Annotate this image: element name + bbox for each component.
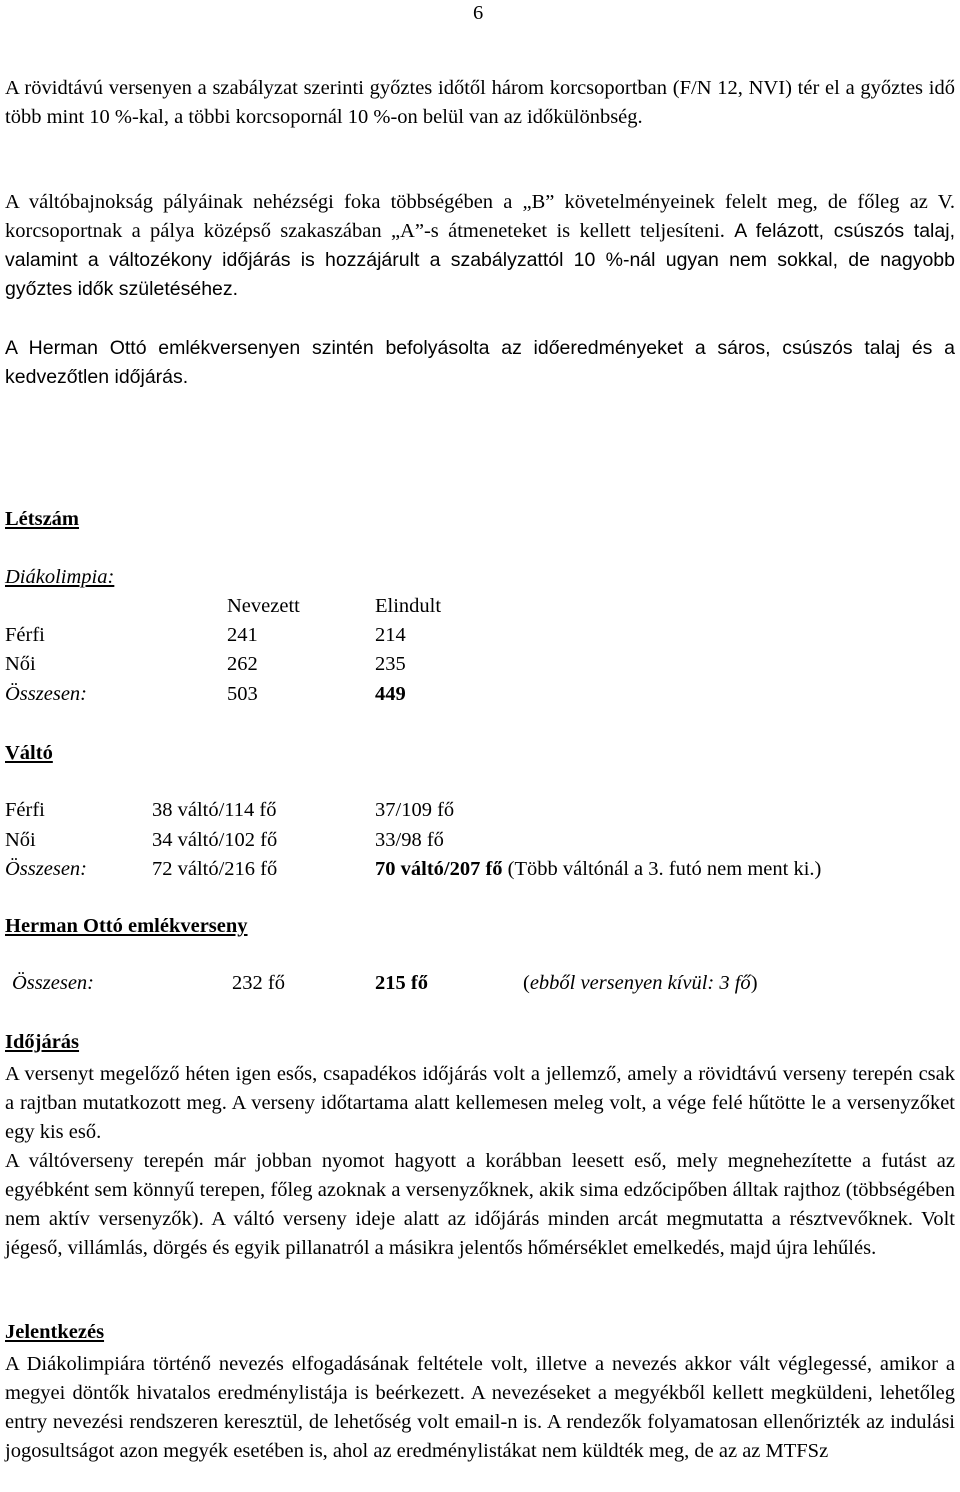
valto-row-ferfi-nevezett: 38 váltó/114 fő [152, 799, 277, 821]
valto-row-osszesen-elindult: 70 váltó/207 fő [375, 858, 503, 880]
valto-row-osszesen-label: Összesen: [5, 858, 87, 880]
herman-note-text: ebből versenyen kívül: 3 fő [529, 972, 751, 994]
herman-osszesen-label: Összesen: [12, 972, 94, 994]
diak-row-noi-elindult: 235 [375, 653, 406, 675]
valto-row-noi-nevezett: 34 váltó/102 fő [152, 829, 278, 851]
intro-paragraph-2 [5, 188, 955, 304]
intro-paragraph-2a: A váltóbajnokság pályáinak nehézségi foka többségében a „B” követelményeinek felelt meg, de főleg az V. korcsoportnak a pálya középső szakaszában „A”-s átmeneteket is kellett teljesíteni. [5, 191, 955, 242]
valto-title: Váltó [5, 742, 53, 764]
intro-paragraph-3: A Herman Ottó emlékversenyen szintén befolyásolta az időeredményeket a sáros, csúszós talaj és a kedvezőtlen időjárás. [5, 337, 955, 388]
diak-row-noi-nevezett: 262 [227, 653, 258, 675]
diak-row-osszesen-label: Összesen: [5, 683, 87, 705]
diak-row-noi-label: Női [5, 653, 36, 675]
diak-row-ferfi-elindult: 214 [375, 624, 406, 646]
valto-row-ferfi-elindult: 37/109 fő [375, 799, 455, 821]
herman-note [523, 972, 758, 995]
diak-row-osszesen-elindult: 449 [375, 683, 406, 705]
diak-row-osszesen-nevezett: 503 [227, 683, 258, 705]
header-nevezett: Nevezett [227, 595, 300, 617]
intro-paragraph-1: A rövidtávú versenyen a szabályzat szerinti győztes időtől három korcsoportban (F/N 12, NVI) tér el a győztes idő több mint 10 %-kal, a többi korcsopornál 10 %-on belül van az időkülönbség. [5, 77, 955, 128]
idojaras-paragraph-1: A versenyt megelőző héten igen esős, csapadékos időjárás volt a jellemző, amely a rövidtávú verseny terepén csak a rajtban mutatkozott meg. A verseny időtartama alatt kellemesen meleg volt, a vége felé hűtötte le a versenyzőket egy kis eső. [5, 1063, 955, 1143]
jelentkezes-paragraph-1: A Diákolimpiára történő nevezés elfogadásának feltétele volt, illetve a nevezés akkor vált véglegessé, amikor a megyei döntők hivatalos eredménylistája is beérkezett. A nevezéseket a megyékből kellett megküldeni, lehetőleg entry nevezési rendszeren keresztül, de lehetőség volt email-n is. A rendezők folyamatosan ellenőrizték az indulási jogosultságot azon megyék esetében is, ahol az eredménylistákat nem küldték meg, de az az MTFSz [5, 1353, 955, 1462]
intro-paragraph-2b: A felázott, csúszós talaj, valamint a változékony időjárás is hozzájárult a szabályzattól 10 %-nál ugyan nem sokkal, de nagyobb győztes idők születéséhez. [5, 220, 955, 300]
valto-row-noi-elindult: 33/98 fő [375, 829, 444, 851]
herman-nevezett: 232 fő [232, 972, 285, 994]
diakolimpia-title: Diákolimpia: [5, 566, 115, 588]
herman-elindult: 215 fő [375, 972, 428, 994]
herman-note-open: ( [523, 972, 530, 994]
herman-title: Herman Ottó emlékverseny [5, 915, 248, 937]
diak-row-ferfi-label: Férfi [5, 624, 45, 646]
valto-row-ferfi-label: Férfi [5, 799, 45, 821]
herman-note-close: ) [750, 972, 758, 994]
valto-row-osszesen-nevezett: 72 váltó/216 fő [152, 858, 278, 880]
jelentkezes-heading: Jelentkezés [5, 1321, 105, 1343]
diak-row-ferfi-nevezett: 241 [227, 624, 258, 646]
idojaras-paragraph-2: A váltóverseny terepén már jobban nyomot hagyott a korábban leesett eső, mely megnehezítette a futást az egyébként sem könnyű terepen, főleg azoknak a versenyzőknek, akik sima edzőcipőben álltak rajthoz (többségében nem aktív versenyzők). A váltó verseny ideje alatt az időjárás minden arcát megmutatta a résztvevőknek. Volt jégeső, villámlás, dörgés és egyik pillanatról a másikra jelentős hőmérséklet emelkedés, majd újra lehűlés. [5, 1150, 955, 1259]
idojaras-heading: Időjárás [5, 1031, 80, 1053]
valto-row-noi-label: Női [5, 829, 36, 851]
valto-row-osszesen-note: (Több váltónál a 3. futó nem ment ki.) [507, 858, 822, 880]
letszam-heading: Létszám [5, 508, 80, 530]
header-elindult: Elindult [375, 595, 442, 617]
valto-row-osszesen-elindult-line [375, 858, 821, 881]
page-number: 6 [473, 2, 484, 24]
